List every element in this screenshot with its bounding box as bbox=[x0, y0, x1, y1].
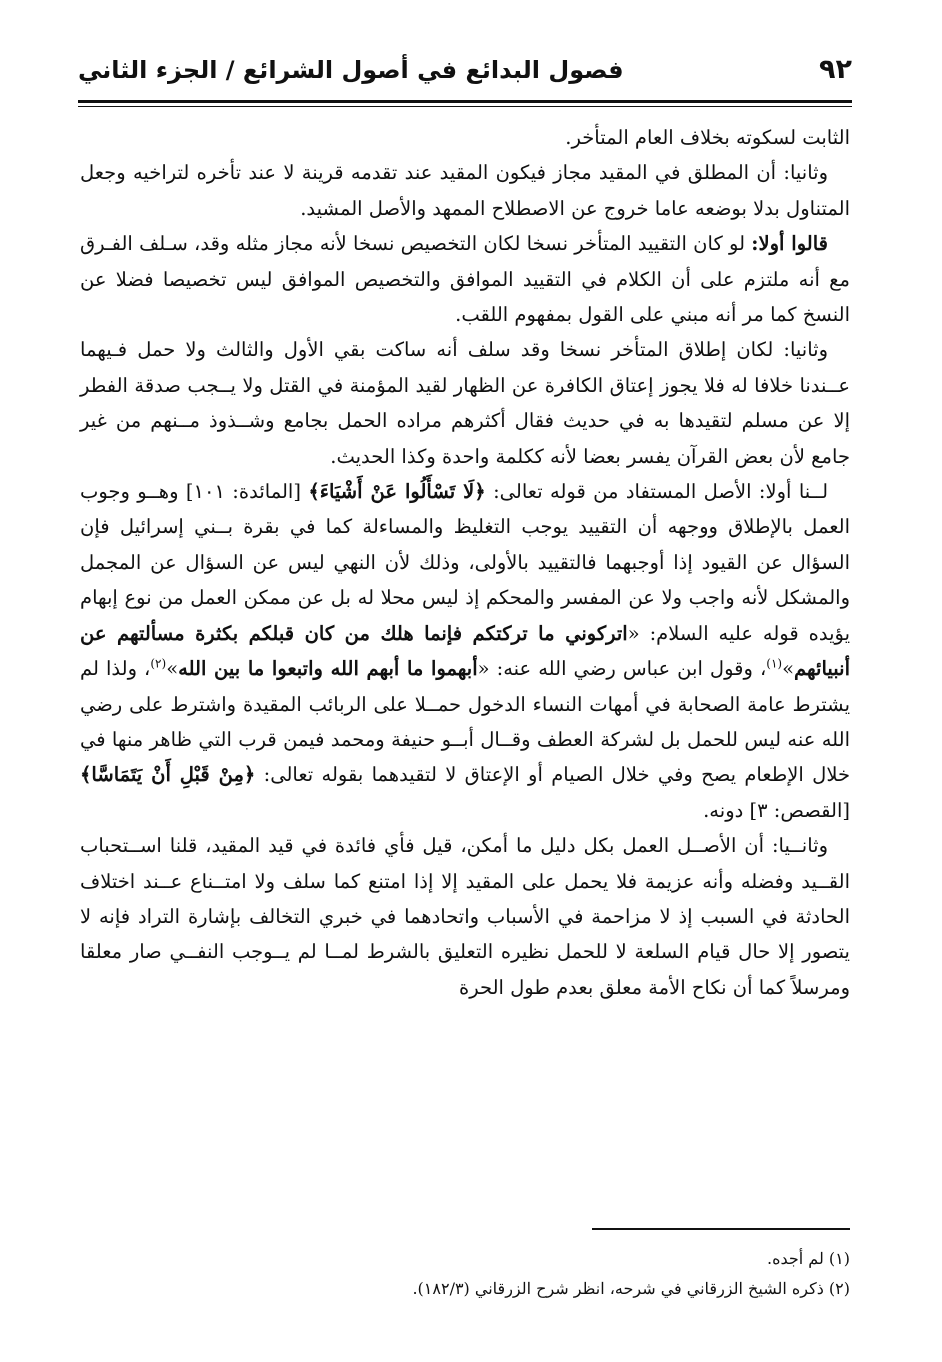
quran-verse-2: ﴿مِنْ قَبْلِ أَنْ يَتَمَاسَّا﴾ bbox=[80, 763, 256, 787]
paragraph-5-part-f: ، ولذا لم يشترط عامة الصحابة في أمهات النساء الدخول حمــلا على الربائب المقيدة واشترط على رضي الله عنه ليس للحمل بل لشركة العطف وقــال أبــو حنيفة ومحمد فيمن قرب التي ظاهر منها في خلال الإطعام يصح وفي خلال الصيام أو الإعتاق لا لتقيدهما بقوله تعالى: bbox=[80, 657, 851, 787]
footnotes bbox=[80, 1244, 850, 1304]
hadith-quote-1: اتركوني ما تركتكم فإنما هلك من كان قبلكم بكثرة مسألتهم عن أنبيائهم bbox=[80, 621, 850, 681]
page-number: ٩٢ bbox=[819, 54, 852, 85]
paragraph-1: الثابت لسكوته بخلاف العام المتأخر. bbox=[565, 126, 850, 149]
paragraph-5 bbox=[80, 474, 850, 828]
footnote-ref-1: (١) bbox=[766, 656, 783, 671]
footnote-ref-2: (٢) bbox=[150, 656, 167, 671]
paragraph-2: وثانيا: أن المطلق في المقيد مجاز فيكون المقيد عند تقدمه قرينة لا عند تأخره لتراخيه وجعل المتناول بدلا بوضعه عاما خروج عن الاصطلاح الممهد والأصل المشيد. bbox=[80, 161, 850, 220]
paragraph-4: وثانيا: لكان إطلاق المتأخر نسخا وقد سلف أنه ساكت بقي الأول والثالث ولا حمل فـيهما عــندنا خلافا له فلا يجوز إعتاق الكافرة عن الظهار لقيد المؤمنة في القتل ولا يــجب صدقة الفطر إلا عن مسلم لتقيدها به في حديث فقال أكثرهم مراده الحمل بجامع وشــذوذ مــنهم من غير جامع لأن بعض القرآن يفسر بعضا لأنه ككلمة واحدة وكذا الحديث. bbox=[80, 338, 850, 468]
footnote-1: (١) لم أجده. bbox=[767, 1249, 850, 1268]
paragraph-3-text: لو كان التقييد المتأخر نسخا لكان التخصيص نسخا لأنه مجاز مثله وقد، سـلف الفـرق مع أنه ملتزم على أن الكلام في التقييد الموافق والتخصيص الموافق ليس تخصيصا فضلا عن النسخ كما مر أنه مبني على القول بمفهوم اللقب. bbox=[80, 232, 850, 327]
paragraph-5-part-e: » bbox=[166, 657, 179, 681]
quran-verse-1: ﴿لَا تَسْأَلُوا عَنْ أَشْيَاءَ﴾ bbox=[308, 480, 486, 504]
footnote-separator bbox=[592, 1228, 850, 1230]
paragraph-6: وثانــيا: أن الأصــل العمل بكل دليل ما أمكن، قيل فأي فائدة في قيد المقيد، قلنا اســتحباب القــيد وفضله وأنه عزيمة فلا يحمل على المقيد إلا إذا امتنع كما سلف ولا امتــناع عــند اختلاف الحادثة في السبب إذ لا مزاحمة في الأسباب واتحادهما في خبري التخالف بإشارة التراد فإنه لا يتصور إلا حال قيام السلعة لا للحمل نظيره التعليق بالشرط لمــا لم يــوجب النفــي صار معلقا ومرسلاً كما أن نكاح الأمة معلق بعدم طول الحرة bbox=[80, 834, 850, 999]
paragraph-3-lead: قالوا أولا: bbox=[751, 232, 828, 256]
footnote-2: (٢) ذكره الشيخ الزرقاني في شرحه، انظر شرح الزرقاني (١٨٢/٣). bbox=[412, 1279, 850, 1298]
paragraph-5-part-d: ، وقول ابن عباس رضي الله عنه: « bbox=[477, 657, 767, 681]
paragraph-5-part-b: [المائدة: ١٠١] وهــو وجوب العمل بالإطلاق ووجهه أن التقييد يوجب التغليظ والمساءلة كما في بقرة بــني إسرائيل فإن السؤال عن القيود إذا أوجبهما فالتقييد بالأولى، وذلك لأن النهي ليس عن السؤال عن المجمل والمشكل لأنه واجب ولا عن المفسر والمحكم إذ ليس محلا له بل عن ممكن العمل من نوع إبهام يؤيده قوله عليه السلام: « bbox=[80, 480, 851, 645]
hadith-quote-2: أبهموا ما أبهم الله واتبعوا ما بين الله bbox=[178, 657, 478, 681]
paragraph-5-part-g: [القصص: ٣] دونه. bbox=[703, 798, 850, 822]
header-rule bbox=[78, 100, 852, 103]
page-header bbox=[78, 52, 852, 96]
main-text bbox=[80, 120, 850, 1005]
header-rule-thin bbox=[78, 106, 852, 107]
paragraph-5-part-a: لــنا أولا: الأصل المستفاد من قوله تعالى: bbox=[485, 480, 829, 504]
paragraph-3 bbox=[80, 226, 850, 332]
paragraph-5-part-c: » bbox=[782, 657, 795, 681]
running-title: فصول البدائع في أصول الشرائع / الجزء الثاني bbox=[78, 56, 624, 84]
